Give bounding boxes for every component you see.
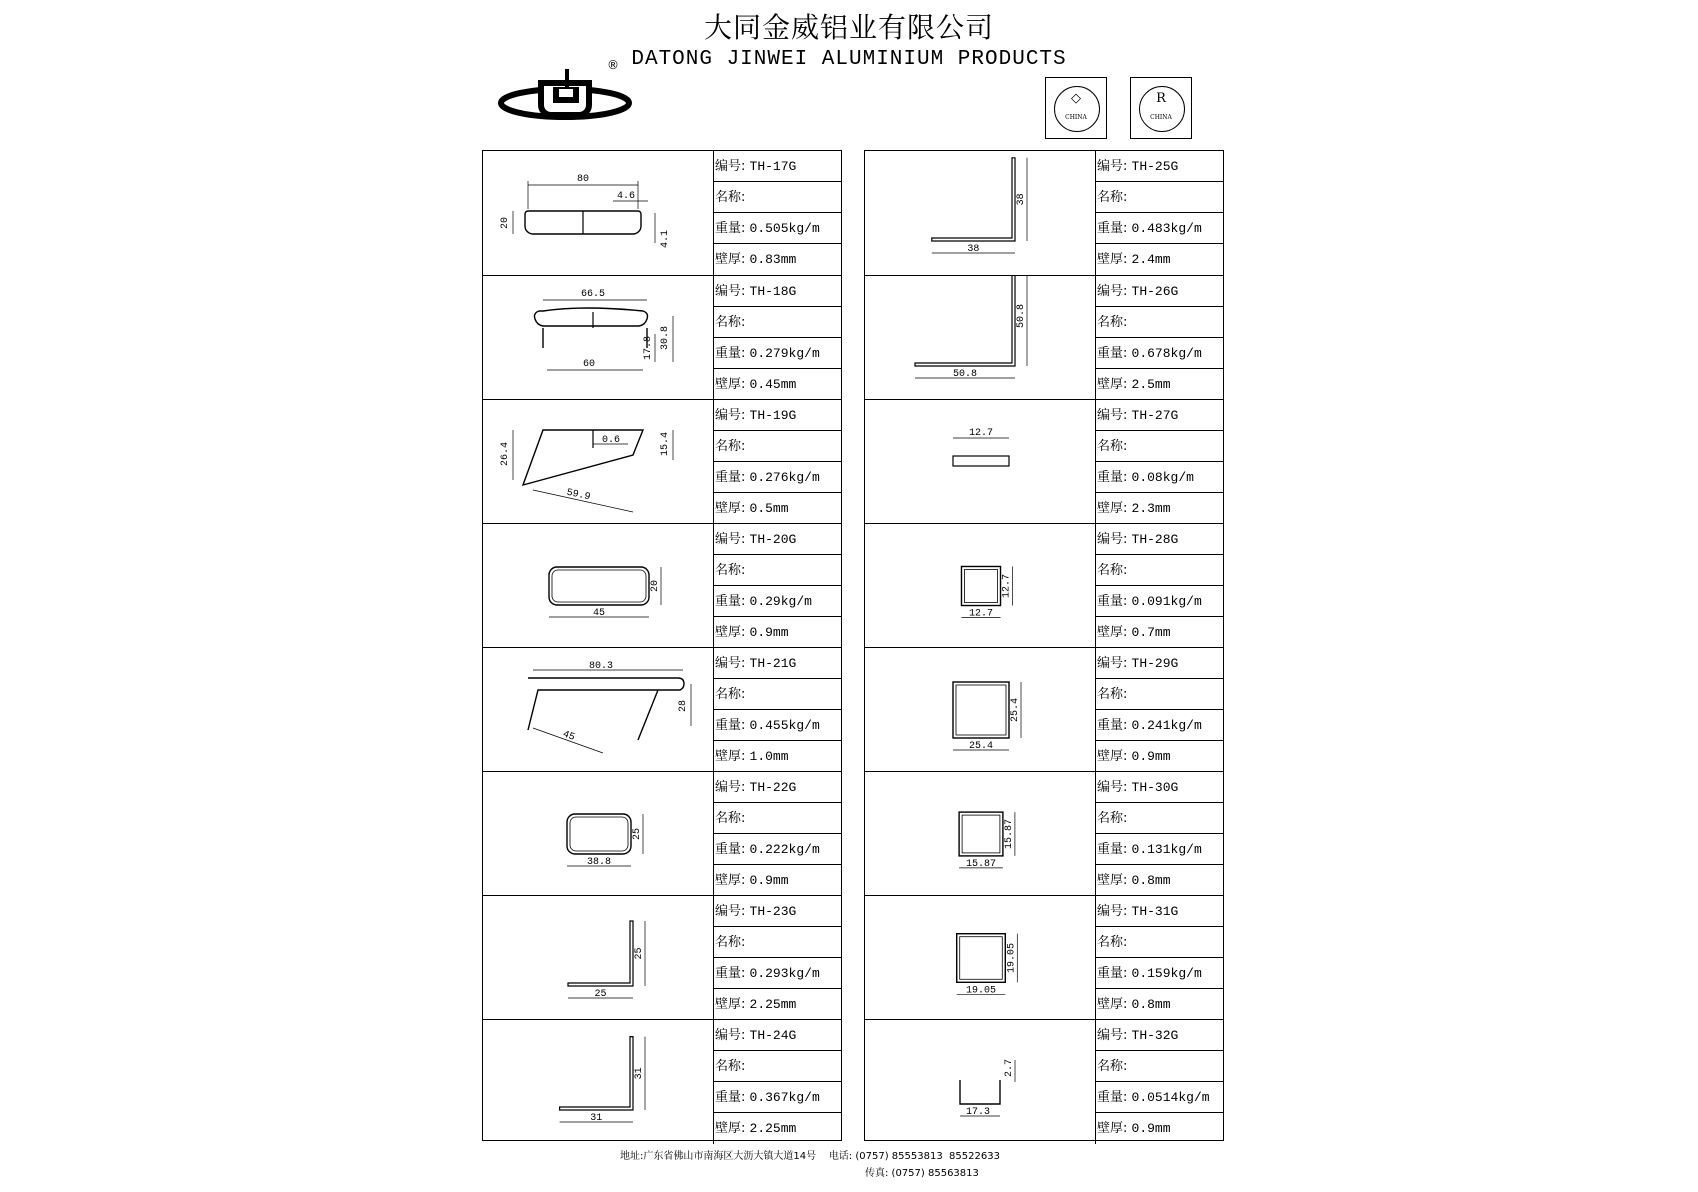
dimension-label: 17.3 — [965, 1107, 991, 1118]
spec-thickness-value: 2.4mm — [1131, 252, 1171, 267]
spec-name-label: 名称: — [1097, 563, 1128, 578]
spec-table — [714, 1020, 841, 1144]
spec-weight-value: 0.159kg/m — [1131, 966, 1202, 981]
spec-code-value: TH-24G — [749, 1028, 797, 1043]
spec-weight-value: 0.131kg/m — [1131, 842, 1202, 857]
spec-name-label: 名称: — [1097, 935, 1128, 950]
product-row — [483, 895, 841, 1020]
product-row — [865, 771, 1223, 896]
spec-weight-value: 0.678kg/m — [1131, 346, 1202, 361]
spec-table — [1096, 772, 1223, 896]
spec-name-cell — [714, 307, 841, 338]
company-logo — [497, 55, 647, 133]
spec-code-label: 编号: — [715, 780, 746, 795]
spec-weight-cell — [1096, 834, 1223, 865]
cert-mark: ◇ — [1071, 91, 1081, 106]
spec-table — [714, 648, 841, 772]
spec-code-value: TH-18G — [749, 284, 797, 299]
spec-code-cell — [1096, 400, 1223, 431]
spec-code-label: 编号: — [1097, 532, 1128, 547]
profile-drawing-flat — [953, 438, 1009, 466]
spec-weight-cell — [1096, 710, 1223, 741]
spec-table — [1096, 1020, 1223, 1144]
spec-code-cell — [714, 400, 841, 431]
spec-weight-label: 重量: — [715, 346, 746, 361]
spec-weight-cell — [714, 586, 841, 617]
spec-code-label: 编号: — [715, 408, 746, 423]
spec-weight-value: 0.241kg/m — [1131, 718, 1202, 733]
spec-name-label: 名称: — [1097, 439, 1128, 454]
spec-code-value: TH-25G — [1131, 159, 1179, 174]
spec-code-label: 编号: — [1097, 284, 1128, 299]
spec-weight-value: 0.091kg/m — [1131, 594, 1202, 609]
spec-weight-label: 重量: — [1097, 470, 1128, 485]
spec-table — [1096, 896, 1223, 1020]
spec-code-value: TH-31G — [1131, 904, 1179, 919]
footer-phone: 电话: (0757) 85553813 85522633 — [828, 1151, 1000, 1162]
product-row — [865, 275, 1223, 400]
spec-table — [1096, 151, 1223, 275]
spec-table — [714, 772, 841, 896]
spec-table — [714, 896, 841, 1020]
dimension-label: 15.4 — [660, 431, 671, 457]
spec-thickness-value: 0.45mm — [749, 377, 797, 392]
profile-drawing-angle — [932, 158, 1027, 253]
spec-code-cell — [714, 276, 841, 307]
spec-code-cell — [1096, 151, 1223, 182]
spec-weight-cell — [714, 958, 841, 989]
spec-table — [1096, 400, 1223, 524]
spec-thickness-cell — [714, 617, 841, 648]
spec-weight-cell — [714, 213, 841, 244]
page-title: 大同金威铝业有限公司 — [703, 11, 994, 44]
spec-thickness-cell — [1096, 617, 1223, 648]
spec-thickness-label: 壁厚: — [1097, 377, 1128, 392]
spec-code-value: TH-20G — [749, 532, 797, 547]
spec-weight-value: 0.222kg/m — [749, 842, 820, 857]
spec-code-value: TH-21G — [749, 656, 797, 671]
product-panel-right — [864, 150, 1224, 1141]
spec-code-value: TH-28G — [1131, 532, 1179, 547]
spec-weight-cell — [714, 710, 841, 741]
profile-drawing — [483, 524, 714, 648]
spec-table — [714, 151, 841, 275]
spec-thickness-label: 壁厚: — [1097, 873, 1128, 888]
spec-thickness-value: 0.8mm — [1131, 873, 1171, 888]
spec-name-cell — [714, 679, 841, 710]
spec-thickness-label: 壁厚: — [1097, 501, 1128, 516]
dimension-label: 12.7 — [968, 608, 994, 620]
dimension-label: 20 — [650, 579, 661, 593]
spec-code-cell — [1096, 524, 1223, 555]
spec-thickness-value: 2.25mm — [749, 1121, 797, 1136]
spec-weight-label: 重量: — [715, 470, 746, 485]
spec-thickness-label: 壁厚: — [715, 997, 746, 1012]
dimension-label: 17.8 — [643, 335, 654, 361]
spec-name-label: 名称: — [715, 315, 746, 330]
product-row — [483, 399, 841, 524]
spec-thickness-value: 2.25mm — [749, 997, 797, 1012]
profile-drawing — [865, 524, 1096, 648]
dimension-label: 30.8 — [660, 325, 671, 351]
product-row — [865, 895, 1223, 1020]
dimension-label: 19.05 — [1006, 942, 1018, 974]
spec-name-label: 名称: — [715, 935, 746, 950]
dimension-label: 59.9 — [565, 487, 592, 504]
spec-name-cell — [1096, 927, 1223, 958]
dimension-label: 80.3 — [588, 661, 614, 672]
spec-thickness-value: 2.5mm — [1131, 377, 1171, 392]
spec-thickness-cell — [1096, 741, 1223, 772]
product-row — [865, 399, 1223, 524]
spec-code-label: 编号: — [715, 904, 746, 919]
spec-weight-value: 0.29kg/m — [749, 594, 812, 609]
spec-name-cell — [1096, 803, 1223, 834]
spec-thickness-cell — [714, 865, 841, 896]
footer — [620, 1148, 1220, 1182]
spec-name-cell — [714, 431, 841, 462]
cert-badge-quality — [1045, 77, 1107, 139]
profile-drawing — [865, 648, 1096, 772]
spec-code-value: TH-23G — [749, 904, 797, 919]
spec-weight-label: 重量: — [715, 221, 746, 236]
spec-name-cell — [714, 927, 841, 958]
cert-caption: CHINA — [1065, 114, 1087, 121]
dimension-label: 0.6 — [601, 435, 621, 446]
spec-code-value: TH-19G — [749, 408, 797, 423]
spec-name-cell — [714, 182, 841, 213]
dimension-label: 15.87 — [1003, 818, 1015, 850]
spec-weight-cell — [1096, 338, 1223, 369]
product-row — [865, 1019, 1223, 1144]
spec-weight-cell — [1096, 586, 1223, 617]
spec-thickness-cell — [1096, 493, 1223, 524]
spec-thickness-cell — [714, 1113, 841, 1144]
spec-thickness-label: 壁厚: — [1097, 997, 1128, 1012]
spec-weight-label: 重量: — [1097, 966, 1128, 981]
spec-code-label: 编号: — [1097, 656, 1128, 671]
spec-code-label: 编号: — [715, 284, 746, 299]
spec-weight-cell — [714, 1082, 841, 1113]
spec-code-cell — [714, 1020, 841, 1051]
profile-drawing — [483, 1020, 714, 1144]
spec-code-cell — [1096, 896, 1223, 927]
spec-thickness-label: 壁厚: — [1097, 252, 1128, 267]
dimension-label: 25 — [594, 989, 607, 1000]
spec-name-label: 名称: — [715, 439, 746, 454]
spec-code-label: 编号: — [715, 656, 746, 671]
profile-drawing — [483, 276, 714, 400]
spec-thickness-cell — [1096, 369, 1223, 400]
spec-thickness-label: 壁厚: — [715, 252, 746, 267]
spec-weight-cell — [1096, 462, 1223, 493]
dimension-label: 4.6 — [616, 191, 636, 202]
spec-weight-label: 重量: — [1097, 594, 1128, 609]
product-row — [483, 523, 841, 648]
spec-table — [1096, 524, 1223, 648]
footer-fax: 传真: (0757) 85563813 — [865, 1168, 979, 1179]
spec-weight-value: 0.0514kg/m — [1131, 1090, 1210, 1105]
profile-drawing — [483, 151, 714, 275]
dimension-label: 2.7 — [1004, 1058, 1015, 1078]
spec-thickness-value: 0.9mm — [1131, 1121, 1171, 1136]
spec-thickness-cell — [1096, 1113, 1223, 1144]
spec-code-value: TH-17G — [749, 159, 797, 174]
product-row — [483, 151, 841, 275]
spec-code-cell — [1096, 648, 1223, 679]
profile-drawing — [865, 1020, 1096, 1144]
spec-name-label: 名称: — [1097, 1059, 1128, 1074]
spec-table — [714, 276, 841, 400]
spec-name-cell — [1096, 679, 1223, 710]
spec-code-value: TH-27G — [1131, 408, 1179, 423]
profile-drawing — [483, 896, 714, 1020]
spec-name-cell — [1096, 182, 1223, 213]
spec-name-label: 名称: — [1097, 190, 1128, 205]
spec-weight-value: 0.455kg/m — [749, 718, 820, 733]
spec-weight-value: 0.08kg/m — [1131, 470, 1194, 485]
spec-thickness-value: 0.8mm — [1131, 997, 1171, 1012]
product-row — [483, 771, 841, 896]
cert-mark: R — [1156, 91, 1166, 106]
spec-thickness-value: 0.5mm — [749, 501, 789, 516]
spec-code-cell — [714, 648, 841, 679]
cert-caption: CHINA — [1150, 114, 1172, 121]
spec-name-cell — [1096, 431, 1223, 462]
dimension-label: 12.7 — [1001, 573, 1013, 599]
spec-thickness-label: 壁厚: — [715, 749, 746, 764]
product-row — [865, 647, 1223, 772]
dimension-label: 45 — [560, 729, 577, 744]
spec-weight-cell — [714, 338, 841, 369]
spec-thickness-value: 1.0mm — [749, 749, 789, 764]
spec-name-label: 名称: — [715, 1059, 746, 1074]
spec-weight-cell — [714, 462, 841, 493]
spec-name-label: 名称: — [715, 811, 746, 826]
spec-name-label: 名称: — [1097, 811, 1128, 826]
spec-thickness-label: 壁厚: — [715, 1121, 746, 1136]
spec-thickness-label: 壁厚: — [1097, 1121, 1128, 1136]
product-row — [483, 275, 841, 400]
spec-code-cell — [714, 772, 841, 803]
product-panel-left — [482, 150, 842, 1141]
profile-drawing-angle — [915, 276, 1027, 378]
spec-code-label: 编号: — [715, 532, 746, 547]
spec-name-label: 名称: — [715, 190, 746, 205]
spec-thickness-cell — [1096, 865, 1223, 896]
dimension-label: 31 — [634, 1067, 645, 1080]
dimension-label: 50.8 — [952, 369, 978, 380]
profile-drawing — [483, 772, 714, 896]
spec-weight-value: 0.505kg/m — [749, 221, 820, 236]
dimension-label: 25.4 — [968, 741, 994, 752]
dimension-label: 80 — [576, 174, 590, 185]
spec-thickness-cell — [714, 741, 841, 772]
spec-table — [1096, 276, 1223, 400]
spec-weight-label: 重量: — [1097, 221, 1128, 236]
spec-weight-label: 重量: — [715, 594, 746, 609]
spec-code-cell — [1096, 276, 1223, 307]
spec-weight-value: 0.293kg/m — [749, 966, 820, 981]
spec-thickness-label: 壁厚: — [1097, 749, 1128, 764]
profile-drawing — [483, 400, 714, 524]
spec-name-cell — [714, 803, 841, 834]
spec-code-value: TH-26G — [1131, 284, 1179, 299]
spec-code-cell — [714, 524, 841, 555]
product-row — [483, 1019, 841, 1144]
spec-weight-label: 重量: — [1097, 718, 1128, 733]
spec-name-cell — [1096, 307, 1223, 338]
spec-thickness-value: 0.9mm — [749, 625, 789, 640]
dimension-label: 66.5 — [580, 289, 606, 300]
profile-drawing — [865, 276, 1096, 400]
profile-drawing — [483, 648, 714, 772]
spec-weight-value: 0.483kg/m — [1131, 221, 1202, 236]
spec-thickness-value: 0.83mm — [749, 252, 797, 267]
dimension-label: 31 — [590, 1113, 603, 1124]
dimension-label: 60 — [582, 359, 596, 370]
spec-thickness-cell — [714, 244, 841, 275]
dimension-label: 25.4 — [1010, 697, 1021, 723]
dimension-label: 28 — [678, 699, 689, 713]
spec-weight-cell — [1096, 958, 1223, 989]
spec-weight-cell — [1096, 213, 1223, 244]
spec-weight-label: 重量: — [1097, 346, 1128, 361]
spec-thickness-label: 壁厚: — [715, 873, 746, 888]
spec-table — [714, 400, 841, 524]
product-row — [865, 523, 1223, 648]
spec-code-cell — [1096, 1020, 1223, 1051]
spec-table — [714, 524, 841, 648]
spec-thickness-value: 0.9mm — [1131, 749, 1171, 764]
spec-code-label: 编号: — [715, 159, 746, 174]
spec-weight-value: 0.276kg/m — [749, 470, 820, 485]
dimension-label: 20 — [500, 216, 511, 230]
spec-thickness-cell — [714, 369, 841, 400]
spec-weight-label: 重量: — [715, 842, 746, 857]
dimension-label: 19.05 — [965, 985, 997, 997]
dimension-label: 45 — [592, 608, 606, 619]
spec-name-cell — [714, 555, 841, 586]
spec-name-cell — [1096, 1051, 1223, 1082]
spec-weight-label: 重量: — [715, 966, 746, 981]
spec-weight-label: 重量: — [715, 718, 746, 733]
spec-thickness-label: 壁厚: — [715, 625, 746, 640]
spec-weight-label: 重量: — [715, 1090, 746, 1105]
spec-thickness-cell — [1096, 989, 1223, 1020]
spec-code-value: TH-29G — [1131, 656, 1179, 671]
dimension-label: 38 — [1016, 193, 1027, 206]
spec-code-label: 编号: — [1097, 904, 1128, 919]
spec-name-label: 名称: — [715, 687, 746, 702]
registered-mark: ® — [607, 58, 619, 72]
spec-name-cell — [1096, 555, 1223, 586]
spec-thickness-cell — [1096, 244, 1223, 275]
dimension-label: 26.4 — [500, 441, 511, 467]
spec-code-value: TH-22G — [749, 780, 797, 795]
dimension-label: 38 — [967, 244, 980, 255]
product-row — [483, 647, 841, 772]
spec-table — [1096, 648, 1223, 772]
profile-drawing — [865, 151, 1096, 275]
spec-thickness-value: 0.9mm — [749, 873, 789, 888]
profile-drawing — [865, 772, 1096, 896]
spec-weight-value: 0.367kg/m — [749, 1090, 820, 1105]
spec-name-label: 名称: — [1097, 315, 1128, 330]
spec-code-cell — [714, 151, 841, 182]
cert-badge-registered — [1130, 77, 1192, 139]
spec-thickness-label: 壁厚: — [715, 501, 746, 516]
spec-code-value: TH-32G — [1131, 1028, 1179, 1043]
dimension-label: 50.8 — [1016, 303, 1027, 329]
spec-code-cell — [1096, 772, 1223, 803]
dimension-label: 25 — [632, 827, 643, 841]
spec-weight-cell — [714, 834, 841, 865]
dimension-label: 38.8 — [586, 857, 612, 868]
profile-drawing — [865, 400, 1096, 524]
spec-thickness-cell — [714, 493, 841, 524]
page-subtitle: DATONG JINWEI ALUMINIUM PRODUCTS — [631, 48, 1067, 71]
spec-code-label: 编号: — [715, 1028, 746, 1043]
spec-code-label: 编号: — [1097, 159, 1128, 174]
spec-thickness-label: 壁厚: — [715, 377, 746, 392]
profile-drawing — [865, 896, 1096, 1020]
footer-address: 地址:广东省佛山市南海区大沥大镇大道14号 — [620, 1151, 817, 1162]
spec-thickness-value: 0.7mm — [1131, 625, 1171, 640]
dimension-label: 15.87 — [965, 858, 997, 870]
spec-thickness-cell — [714, 989, 841, 1020]
spec-weight-label: 重量: — [1097, 842, 1128, 857]
spec-code-label: 编号: — [1097, 1028, 1128, 1043]
spec-weight-value: 0.279kg/m — [749, 346, 820, 361]
spec-code-label: 编号: — [1097, 408, 1128, 423]
spec-thickness-value: 2.3mm — [1131, 501, 1171, 516]
spec-name-label: 名称: — [1097, 687, 1128, 702]
spec-code-cell — [714, 896, 841, 927]
spec-code-value: TH-30G — [1131, 780, 1179, 795]
profile-drawing-handle — [528, 670, 691, 753]
dimension-label: 4.1 — [660, 229, 671, 249]
spec-code-label: 编号: — [1097, 780, 1128, 795]
dimension-label: 25 — [634, 947, 645, 960]
product-row — [865, 151, 1223, 275]
spec-name-label: 名称: — [715, 563, 746, 578]
spec-weight-cell — [1096, 1082, 1223, 1113]
spec-name-cell — [714, 1051, 841, 1082]
profile-drawing-angle — [560, 1037, 645, 1122]
profile-drawing-wedge — [513, 430, 673, 512]
dimension-label: 12.7 — [968, 428, 994, 439]
spec-thickness-label: 壁厚: — [1097, 625, 1128, 640]
spec-weight-label: 重量: — [1097, 1090, 1128, 1105]
